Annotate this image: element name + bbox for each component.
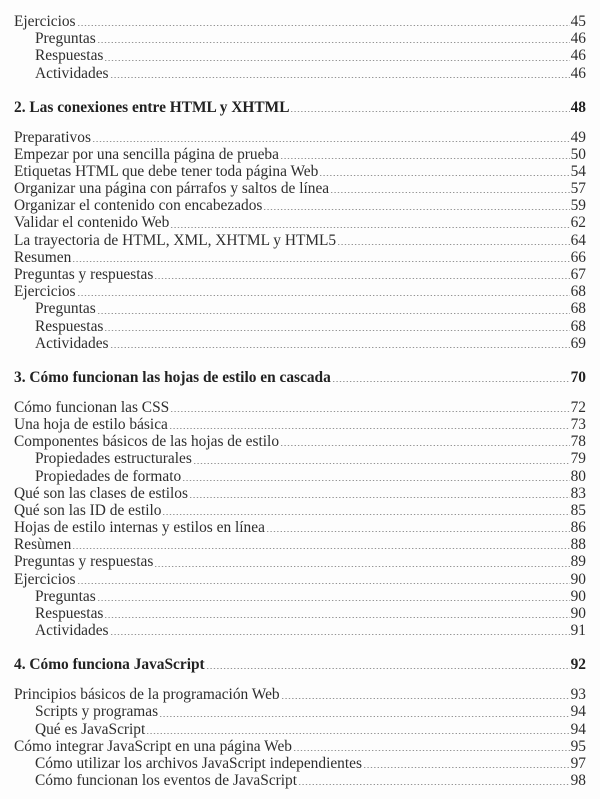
entry-page-number: 90 [570,605,586,622]
toc-section-entry [14,129,586,146]
entry-page-number: 95 [570,737,586,755]
toc-section-entry [14,180,586,197]
entry-title: Preguntas y respuestas [14,266,154,284]
dot-leader [266,531,570,532]
toc-subsection-entry [14,300,586,317]
dot-leader [72,548,569,549]
entry-page-number: 79 [570,450,586,468]
toc-subsection-entry [14,30,586,47]
toc-subsection-entry [14,772,586,789]
toc-section-entry [14,163,586,180]
dot-leader [290,111,569,112]
entry-title: Resùmen [14,536,72,554]
entry-page-number: 49 [570,128,586,146]
entry-title: Qué es JavaScript [35,720,146,738]
dot-leader [104,617,569,618]
toc-section-entry [14,433,586,450]
entry-title: Propiedades estructurales [35,450,192,468]
entry-page-number: 66 [570,248,586,266]
entry-page-number: 46 [570,47,586,65]
dot-leader [337,244,569,245]
toc-subsection-entry [14,605,586,622]
toc-section-entry [14,283,586,300]
entry-title: Preguntas [35,30,96,48]
entry-title: 2. Las conexiones entre HTML y XHTML [14,98,290,116]
toc-subsection-entry [14,318,586,335]
entry-page-number: 68 [570,317,586,335]
entry-title: Actividades [35,622,109,640]
dot-leader [280,445,570,446]
entry-page-number: 85 [570,501,586,519]
dot-leader [170,227,569,228]
entry-page-number: 73 [570,415,586,433]
entry-page-number: 67 [570,266,586,284]
entry-page-number: 91 [570,622,586,640]
dot-leader [182,480,569,481]
entry-page-number: 57 [570,180,586,198]
dot-leader [77,583,570,584]
toc-chapter-entry [14,99,586,116]
entry-title: Una hoja de estilo básica [14,415,168,433]
entry-title: Actividades [35,64,109,82]
entry-title: Respuestas [35,317,104,335]
dot-leader [170,411,569,412]
toc-section-entry [14,502,586,519]
toc-subsection-entry [14,65,586,82]
entry-title: Cómo funcionan los eventos de JavaScript [35,772,298,790]
table-of-contents [14,13,586,789]
toc-section-entry [14,232,586,249]
entry-title: Hojas de estilo internas y estilos en línea [14,519,265,537]
toc-section-entry [14,571,586,588]
toc-chapter-entry [14,656,586,673]
entry-page-number: 54 [570,162,586,180]
toc-section-entry [14,197,586,214]
entry-title: Etiquetas HTML que debe tener toda página Web [14,162,319,180]
dot-leader [193,463,570,464]
dot-leader [97,313,570,314]
entry-title: Organizar el contenido con encabezados [14,197,263,215]
entry-page-number: 83 [570,484,586,502]
entry-page-number: 80 [570,467,586,485]
dot-leader [169,428,570,429]
entry-title: Respuestas [35,605,104,622]
entry-page-number: 97 [570,754,586,772]
entry-title: Ejercicios [14,13,76,30]
dot-leader [332,381,570,382]
toc-section-entry [14,249,586,266]
toc-subsection-entry [14,468,586,485]
entry-title: Ejercicios [14,570,76,588]
toc-subsection-entry [14,588,586,605]
entry-page-number: 89 [570,553,586,571]
entry-page-number: 93 [570,686,586,704]
entry-page-number: 88 [570,536,586,554]
toc-section-entry [14,686,586,703]
toc-subsection-entry [14,47,586,64]
entry-page-number: 68 [570,300,586,318]
entry-page-number: 48 [570,98,586,116]
toc-section-entry [14,536,586,553]
entry-page-number: 59 [570,197,586,215]
toc-section-entry [14,399,586,416]
entry-title: Principios básicos de la programación Web [14,686,280,704]
toc-section-entry [14,485,586,502]
dot-leader [298,784,570,785]
entry-page-number: 94 [570,720,586,738]
dot-leader [92,141,570,142]
toc-section-entry [14,738,586,755]
entry-page-number: 50 [570,145,586,163]
dot-leader [77,25,570,26]
dot-leader [77,295,570,296]
entry-page-number: 69 [570,334,586,352]
entry-title: Preguntas y respuestas [14,553,154,571]
dot-leader [104,60,569,61]
entry-title: Cómo funcionan las CSS [14,398,170,416]
entry-page-number: 64 [570,231,586,249]
toc-subsection-entry [14,450,586,467]
dot-leader [154,566,569,567]
entry-page-number: 46 [570,30,586,48]
dot-leader [293,750,570,751]
dot-leader [97,42,570,43]
toc-section-entry [14,553,586,570]
entry-title: Qué son las clases de estilos [14,484,188,502]
dot-leader [110,634,570,635]
entry-page-number: 90 [570,587,586,605]
entry-title: Scripts y programas [35,703,159,721]
entry-page-number: 94 [570,703,586,721]
dot-leader [110,77,570,78]
entry-title: Preguntas [35,587,96,605]
dot-leader [162,514,569,515]
entry-title: Respuestas [35,47,104,65]
dot-leader [280,158,570,159]
entry-title: Componentes básicos de las hojas de estilo [14,433,280,451]
dot-leader [146,733,569,734]
dot-leader [110,347,570,348]
toc-section-entry [14,519,586,536]
dot-leader [330,192,570,193]
entry-title: La trayectoria de HTML, XML, XHTML y HTML5 [14,231,337,249]
dot-leader [97,600,570,601]
dot-leader [281,698,570,699]
entry-title: 3. Cómo funcionan las hojas de estilo en cascada [14,368,331,386]
entry-page-number: 92 [570,656,586,674]
entry-title: Propiedades de formato [35,467,182,485]
entry-page-number: 46 [570,64,586,82]
toc-section-entry [14,146,586,163]
dot-leader [189,497,570,498]
entry-page-number: 68 [570,283,586,301]
entry-title: Preparativos [14,128,91,146]
entry-title: Preguntas [35,300,96,318]
toc-subsection-entry [14,335,586,352]
dot-leader [104,330,569,331]
entry-page-number: 70 [570,368,586,386]
entry-page-number: 98 [570,772,586,790]
toc-section-entry [14,266,586,283]
entry-title: Ejercicios [14,283,76,301]
toc-subsection-entry [14,622,586,639]
entry-page-number: 45 [570,13,586,30]
entry-page-number: 72 [570,398,586,416]
toc-chapter-entry [14,369,586,386]
dot-leader [154,278,569,279]
entry-page-number: 78 [570,433,586,451]
dot-leader [206,668,570,669]
dot-leader [319,175,569,176]
toc-subsection-entry [14,703,586,720]
toc-subsection-entry [14,721,586,738]
dot-leader [72,261,569,262]
entry-title: Cómo utilizar los archivos JavaScript independientes [35,754,362,772]
entry-page-number: 90 [570,570,586,588]
dot-leader [263,209,569,210]
entry-title: 4. Cómo funciona JavaScript [14,656,205,674]
entry-title: Organizar una página con párrafos y saltos de línea [14,180,330,198]
entry-page-number: 62 [570,214,586,232]
dot-leader [159,716,570,717]
entry-page-number: 86 [570,519,586,537]
entry-title: Actividades [35,334,109,352]
entry-title: Empezar por una sencilla página de prueba [14,145,279,163]
toc-section-entry [14,13,586,30]
entry-title: Resumen [14,248,72,266]
toc-section-entry [14,214,586,231]
toc-subsection-entry [14,755,586,772]
toc-section-entry [14,416,586,433]
entry-title: Validar el contenido Web [14,214,170,232]
dot-leader [363,767,570,768]
entry-title: Cómo integrar JavaScript en una página Web [14,737,292,755]
entry-title: Qué son las ID de estilo [14,501,162,519]
